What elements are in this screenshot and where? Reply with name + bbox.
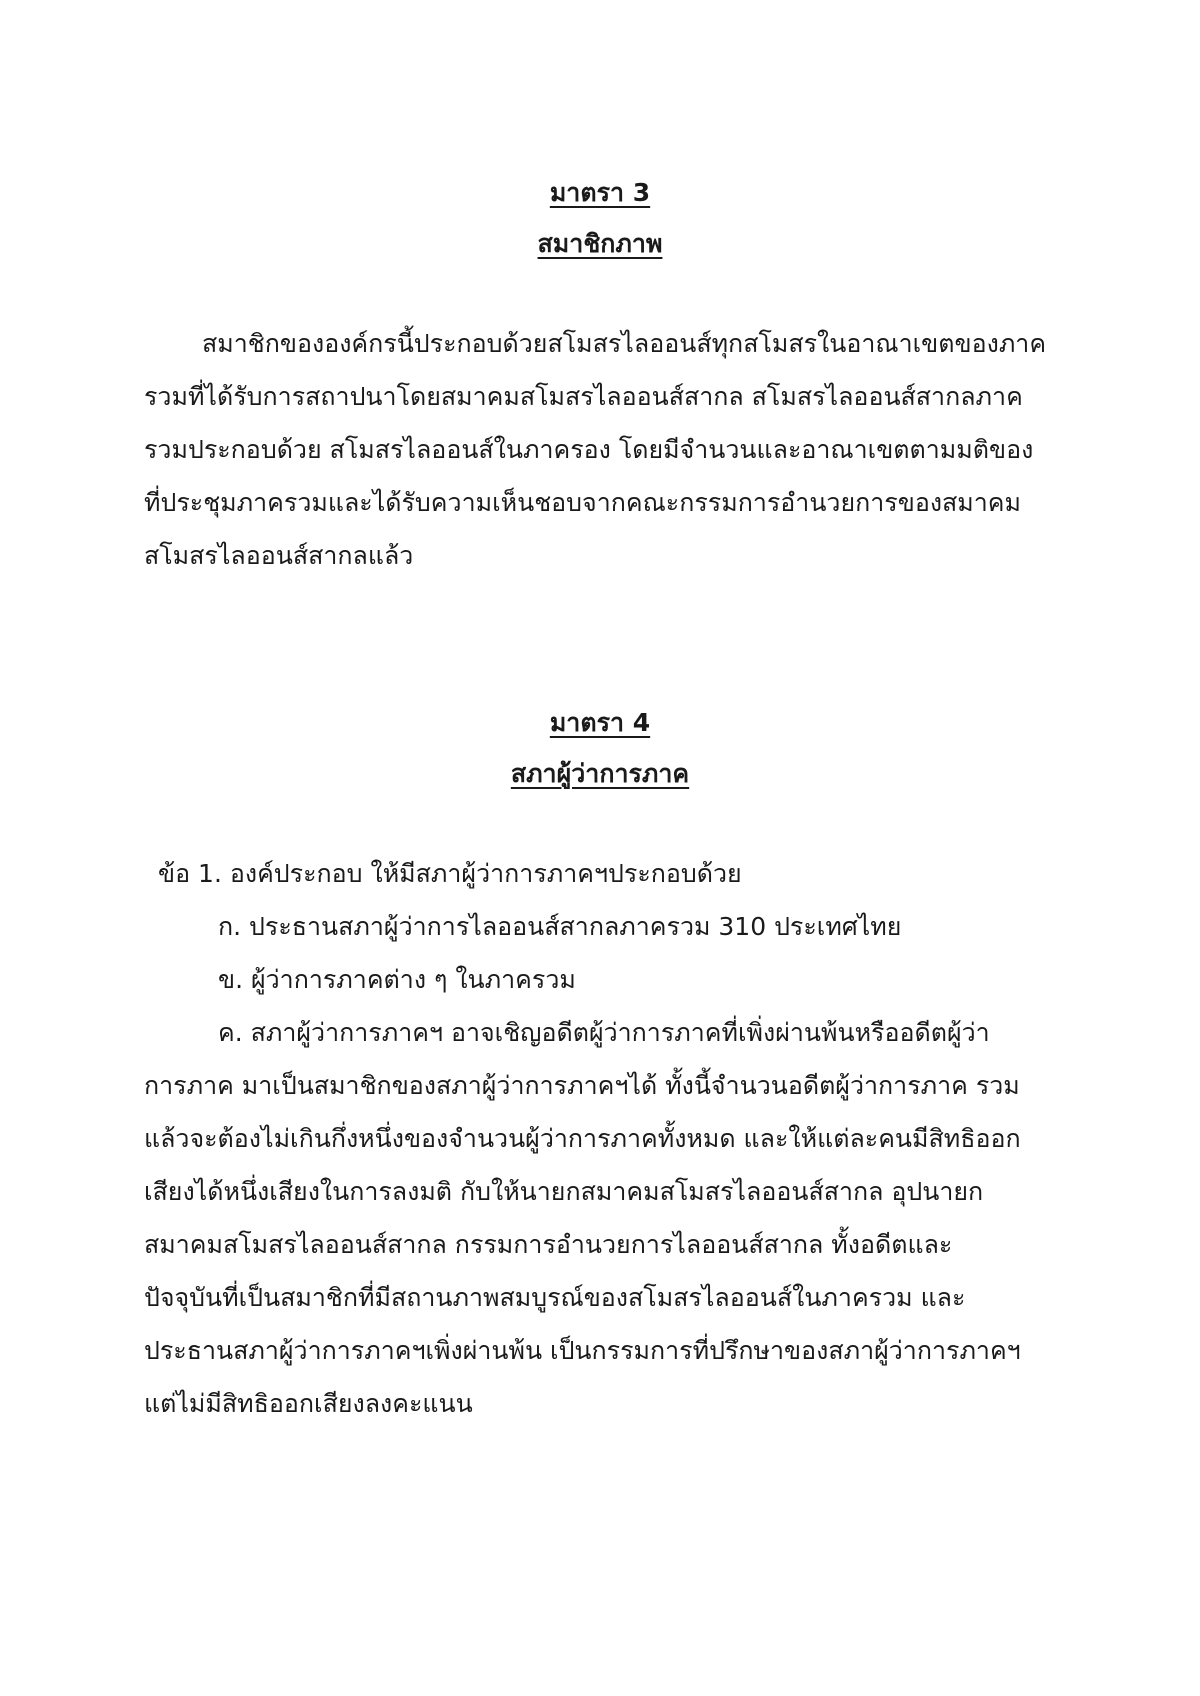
section-3-paragraph-line: รวมประกอบด้วย สโมสรไลออนส์ในภาครอง โดยมีจำนวนและอาณาเขตตามมติของ [144,435,1034,464]
section-3-paragraph-line: ที่ประชุมภาครวมและได้รับความเห็นชอบจากคณะกรรมการอำนวยการของสมาคม [144,488,1022,517]
item-c-line: สมาคมสโมสรไลออนส์สากล กรรมการอำนวยการไลออนส์สากล ทั้งอดีตและ [144,1230,953,1259]
item-c-line: การภาค มาเป็นสมาชิกของสภาผู้ว่าการภาคฯได้ ทั้งนี้จำนวนอดีตผู้ว่าการภาค รวม [144,1071,1020,1100]
item-c-line: ประธานสภาผู้ว่าการภาคฯเพิ่งผ่านพ้น เป็นกรรมการที่ปรึกษาของสภาผู้ว่าการภาคฯ [144,1336,1021,1365]
item-c-line: ค. สภาผู้ว่าการภาคฯ อาจเชิญอดีตผู้ว่าการภาคที่เพิ่งผ่านพ้นหรืออดีตผู้ว่า [218,1018,990,1047]
item-c-line: เสียงได้หนึ่งเสียงในการลงมติ กับให้นายกสมาคมสโมสรไลออนส์สากล อุปนายก [144,1177,984,1206]
clause-1-line: ข้อ 1. องค์ประกอบ ให้มีสภาผู้ว่าการภาคฯประกอบด้วย [158,859,742,888]
item-a-line: ก. ประธานสภาผู้ว่าการไลออนส์สากลภาครวม 310 ประเทศไทย [218,912,902,941]
section-3-subheading: สมาชิกภาพ [537,229,663,258]
section-3-paragraph-line: สมาชิกขององค์กรนี้ประกอบด้วยสโมสรไลออนส์ทุกสโมสรในอาณาเขตของภาค [202,329,1047,358]
item-c-line: ปัจจุบันที่เป็นสมาชิกที่มีสถานภาพสมบูรณ์ของสโมสรไลออนส์ในภาครวม และ [144,1283,966,1312]
item-c-line: แต่ไม่มีสิทธิออกเสียงลงคะแนน [144,1389,473,1418]
section-4-subheading: สภาผู้ว่าการภาค [510,759,690,788]
section-3-paragraph-line: รวมที่ได้รับการสถาปนาโดยสมาคมสโมสรไลออนส์สากล สโมสรไลออนส์สากลภาค [144,382,1023,411]
section-3-paragraph-line: สโมสรไลออนส์สากลแล้ว [144,541,414,570]
item-c-line: แล้วจะต้องไม่เกินกึ่งหนึ่งของจำนวนผู้ว่าการภาคทั้งหมด และให้แต่ละคนมีสิทธิออก [144,1124,1021,1153]
section-4-heading: มาตรา 4 [549,708,651,737]
item-b-line: ข. ผู้ว่าการภาคต่าง ๆ ในภาครวม [218,965,576,994]
section-3-heading: มาตรา 3 [549,178,651,207]
